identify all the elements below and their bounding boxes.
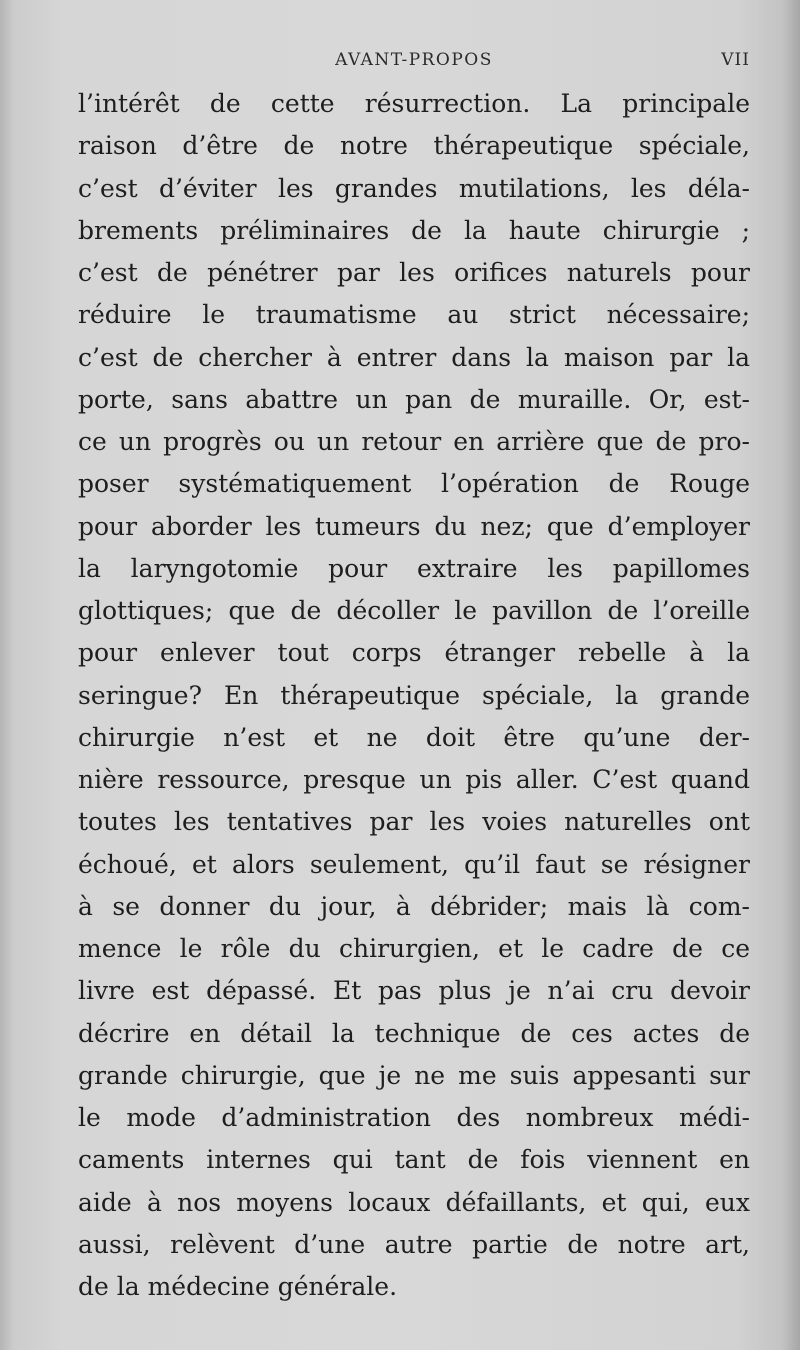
text-line: poser systématiquement l’opération de Rouge (78, 469, 750, 499)
text-line: nière ressource, presque un pis aller. C’est quand (78, 765, 750, 794)
text-line: c’est de chercher à entrer dans la maison par la (78, 342, 750, 372)
text-line: raison d’être de notre thérapeutique spéciale, (78, 131, 750, 161)
text-line: chirurgie n’est et ne doit être qu’une der- (78, 722, 750, 752)
text-line: caments internes qui tant de fois viennent en (78, 1145, 750, 1175)
text-line: l’intérêt de cette résurrection. La principale (78, 89, 750, 118)
text-line: réduire le traumatisme au strict nécessaire; (78, 300, 750, 330)
text-line: pour aborder les tumeurs du nez; que d’employer (78, 511, 750, 541)
text-line: porte, sans abattre un pan de muraille. Or, est- (78, 384, 750, 414)
text-line: brements préliminaires de la haute chirurgie ; (78, 215, 750, 245)
text-line: mence le rôle du chirurgien, et le cadre de ce (78, 934, 750, 963)
text-line: seringue? En thérapeutique spéciale, la grande (78, 680, 750, 710)
text-line: le mode d’administration des nombreux médi- (78, 1103, 750, 1132)
body-text (78, 83, 750, 1308)
text-line: grande chirurgie, que je ne me suis appesanti sur (78, 1060, 750, 1090)
text-line: la laryngotomie pour extraire les papillomes (78, 553, 750, 583)
text-line: glottiques; que de décoller le pavillon de l’oreille (78, 596, 750, 625)
running-head: AVANT-PROPOS (335, 50, 493, 70)
text-line: c’est de pénétrer par les orifices naturels pour (78, 258, 750, 287)
page-number: VII (721, 50, 750, 70)
text-line: décrire en détail la technique de ces actes de (78, 1018, 750, 1048)
text-line: ce un progrès ou un retour en arrière que de pro- (78, 427, 750, 456)
text-line: c’est d’éviter les grandes mutilations, les déla- (78, 173, 750, 203)
text-line: pour enlever tout corps étranger rebelle à la (78, 638, 750, 668)
text-line: à se donner du jour, à débrider; mais là com- (78, 891, 750, 921)
page-left-shadow (0, 0, 14, 1350)
page-right-shadow (782, 0, 800, 1350)
text-line: échoué, et alors seulement, qu’il faut se résigner (78, 849, 750, 879)
page-header (78, 46, 750, 74)
text-line: toutes les tentatives par les voies naturelles ont (78, 807, 750, 837)
text-line: aussi, relèvent d’une autre partie de notre art, (78, 1229, 750, 1259)
text-line: de la médecine générale. (78, 1272, 398, 1301)
text-line: aide à nos moyens locaux défaillants, et qui, eux (78, 1187, 750, 1217)
text-line: livre est dépassé. Et pas plus je n’ai cru devoir (78, 976, 750, 1006)
